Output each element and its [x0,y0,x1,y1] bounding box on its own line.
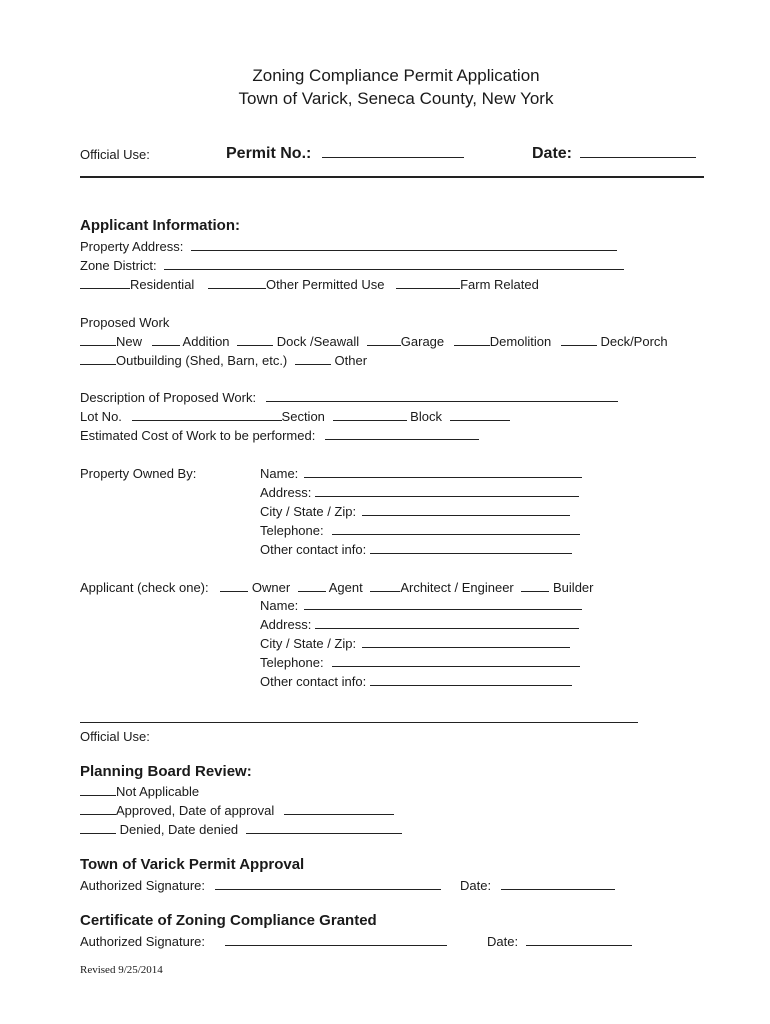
owner-phone-line[interactable] [332,523,580,535]
applicant-address-label: Address: [260,617,312,632]
applicant-phone-label: Telephone: [260,655,324,670]
architect-role-label: Architect / Engineer [400,580,514,595]
approval-date-line[interactable] [284,803,394,815]
garage-check[interactable] [367,334,401,346]
applicant-phone-line[interactable] [332,655,580,667]
applicant-city-label: City / State / Zip: [260,636,357,651]
demolition-label: Demolition [489,334,552,349]
agent-role-label: Agent [328,580,363,595]
owner-city-label: City / State / Zip: [260,504,357,519]
owner-address-line[interactable] [315,485,579,497]
not-applicable-check[interactable] [80,784,116,796]
owner-address-label: Address: [260,485,312,500]
lot-section-block-row [80,409,510,424]
applicant-city-field[interactable] [260,636,570,651]
denied-row [80,822,402,837]
other-permitted-check[interactable] [208,277,266,289]
cost-label: Estimated Cost of Work to be performed: [80,428,316,443]
outbuilding-check[interactable] [80,353,116,365]
owner-role-check[interactable] [220,580,248,592]
applicant-contact-label: Other contact info: [260,674,367,689]
applicant-contact-field[interactable] [260,674,572,689]
other-work-check[interactable] [295,353,331,365]
zone-district-label: Zone District: [80,258,157,273]
certificate-date-field[interactable] [487,934,632,949]
certificate-signature-field[interactable] [80,934,447,949]
denied-date-line[interactable] [246,822,402,834]
owner-phone-field[interactable] [260,523,580,538]
permit-date-field[interactable] [532,145,696,163]
builder-role-label: Builder [553,580,594,595]
other-permitted-label: Other Permitted Use [265,277,385,292]
applicant-address-line[interactable] [315,617,579,629]
denied-check[interactable] [80,822,116,834]
permit-signature-field[interactable] [80,878,441,893]
not-applicable-label: Not Applicable [116,784,200,799]
owner-role-label: Owner [251,580,291,595]
owner-address-field[interactable] [260,485,579,500]
applicant-check-label: Applicant (check one): [80,580,209,595]
permit-no-field[interactable] [226,145,464,163]
approved-label: Approved, Date of approval [116,803,275,818]
owner-name-label: Name: [260,466,299,481]
owner-contact-label: Other contact info: [260,542,367,557]
description-line[interactable] [266,390,618,402]
permit-approval-date-line[interactable] [501,878,615,890]
official-use-divider [80,722,638,723]
applicant-address-field[interactable] [260,617,579,632]
applicant-phone-field[interactable] [260,655,580,670]
certificate-heading: Certificate of Zoning Compliance Granted [80,912,377,929]
other-work-label: Other [334,353,368,368]
description-label: Description of Proposed Work: [80,390,257,405]
form-subtitle: Town of Varick, Seneca County, New York [238,89,554,108]
deck-check[interactable] [561,334,597,346]
permit-approval-heading: Town of Varick Permit Approval [80,856,305,873]
new-check[interactable] [80,334,116,346]
addition-check[interactable] [152,334,180,346]
applicant-role-row [80,580,593,595]
builder-role-check[interactable] [521,580,549,592]
denied-label: Denied, Date denied [119,822,239,837]
approved-check[interactable] [80,803,116,815]
permit-signature-label: Authorized Signature: [80,878,206,893]
applicant-info-heading: Applicant Information: [80,217,240,234]
lot-line[interactable] [132,409,282,421]
zone-district-line[interactable] [164,258,624,270]
outbuilding-label: Outbuilding (Shed, Barn, etc.) [116,353,288,368]
property-address-line[interactable] [191,239,617,251]
certificate-signature-label: Authorized Signature: [80,934,206,949]
section-line[interactable] [333,409,407,421]
certificate-date-label: Date: [487,934,519,949]
cost-field[interactable] [80,428,479,443]
certificate-signature-line[interactable] [225,934,447,946]
deck-label: Deck/Porch [600,334,668,349]
residential-check[interactable] [80,277,130,289]
top-divider [80,176,704,178]
owner-contact-line[interactable] [370,542,572,554]
farm-related-label: Farm Related [460,277,539,292]
residential-label: Residential [130,277,195,292]
permit-date-line[interactable] [580,146,696,158]
agent-role-check[interactable] [298,580,326,592]
garage-label: Garage [400,334,445,349]
block-line[interactable] [450,409,510,421]
proposed-work-label: Proposed Work [80,315,170,330]
demolition-check[interactable] [454,334,490,346]
applicant-city-line[interactable] [362,636,570,648]
property-address-field[interactable] [80,239,617,254]
dock-label: Dock /Seawall [276,334,360,349]
applicant-name-label: Name: [260,598,299,613]
planning-board-heading: Planning Board Review: [80,763,252,780]
use-type-row [80,277,539,292]
lot-label: Lot No. [80,409,122,424]
permit-approval-date-field[interactable] [460,878,615,893]
owner-city-field[interactable] [260,504,570,519]
official-use-bottom-label: Official Use: [80,729,150,744]
approved-row [80,803,394,818]
owner-name-line[interactable] [304,466,582,478]
owner-phone-label: Telephone: [260,523,324,538]
owner-city-line[interactable] [362,504,570,516]
farm-related-check[interactable] [396,277,460,289]
certificate-date-line[interactable] [526,934,632,946]
permit-no-line[interactable] [322,146,464,158]
owner-name-field[interactable] [260,466,582,481]
not-applicable-row [80,784,199,799]
applicant-name-field[interactable] [260,598,582,613]
architect-role-check[interactable] [370,580,400,592]
applicant-name-line[interactable] [304,598,582,610]
new-label: New [116,334,143,349]
permit-signature-line[interactable] [215,878,441,890]
permit-no-label: Permit No.: [226,145,312,162]
applicant-contact-line[interactable] [370,674,572,686]
zone-district-field[interactable] [80,258,624,273]
owner-contact-field[interactable] [260,542,572,557]
official-use-label: Official Use: [80,147,150,162]
permit-approval-date-label: Date: [460,878,492,893]
form-title: Zoning Compliance Permit Application [252,66,540,85]
block-label: Block [410,409,442,424]
dock-check[interactable] [237,334,273,346]
property-address-label: Property Address: [80,239,184,254]
section-label: Section [281,409,325,424]
cost-line[interactable] [325,428,479,440]
permit-date-label: Date: [532,145,573,162]
description-field[interactable] [80,390,618,405]
proposed-work-row2 [80,353,367,368]
revised-date: Revised 9/25/2014 [80,964,163,976]
addition-label: Addition [182,334,230,349]
owned-by-label: Property Owned By: [80,466,197,481]
proposed-work-row1 [80,334,668,349]
